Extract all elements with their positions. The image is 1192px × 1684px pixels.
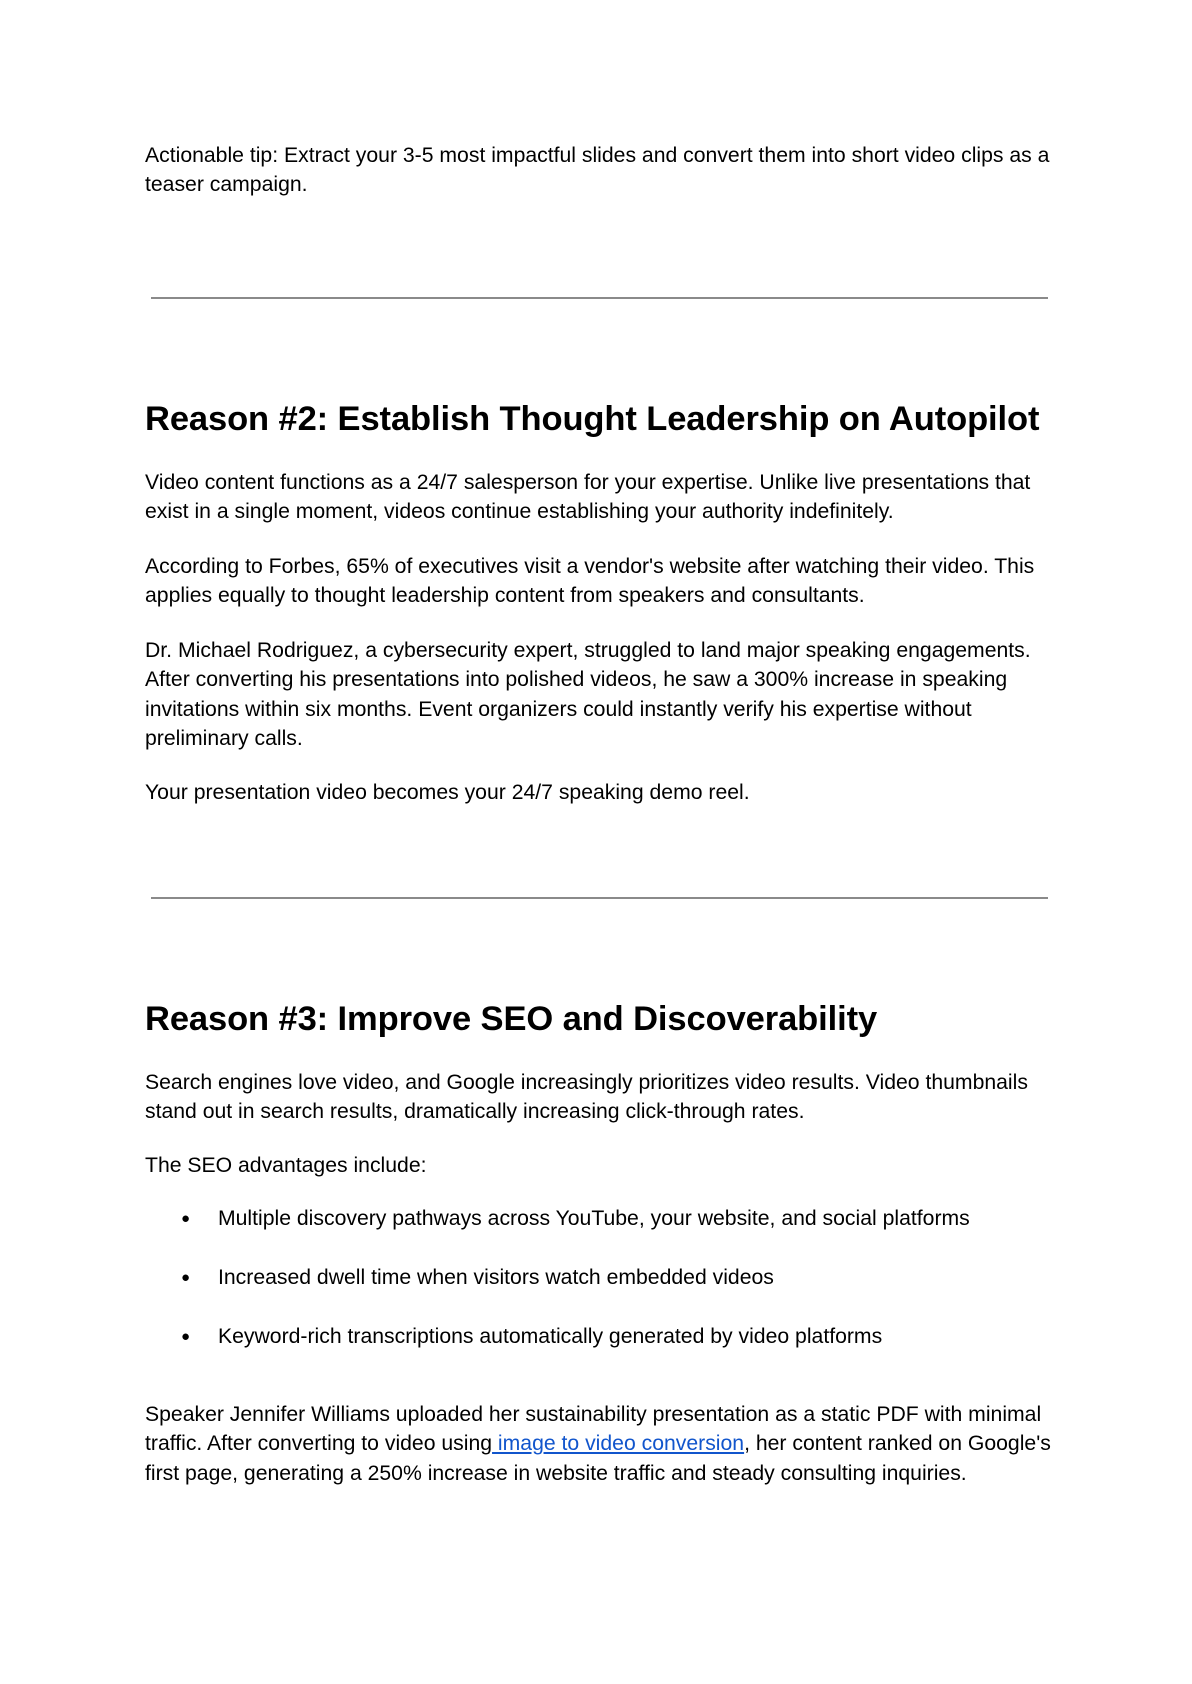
list-item — [145, 1263, 1055, 1322]
list-item — [145, 1204, 1055, 1263]
bullet-icon: ● — [181, 1210, 191, 1227]
reason-2-paragraph-1: Video content functions as a 24/7 salesperson for your expertise. Unlike live presentations that exist in a single moment, videos continue establishing your authority indefinitely. — [145, 471, 1031, 524]
seo-advantages-list — [145, 1204, 1055, 1381]
list-item-text: Increased dwell time when visitors watch embedded videos — [218, 1266, 774, 1289]
bullet-icon: ● — [181, 1269, 191, 1286]
actionable-tip-paragraph: Actionable tip: Extract your 3-5 most impactful slides and convert them into short video clips as a teaser campaign. — [145, 144, 1050, 197]
reason-2-paragraph-2: According to Forbes, 65% of executives visit a vendor's website after watching their video. This applies equally to thought leadership content from speakers and consultants. — [145, 555, 1035, 608]
paragraph-text-before-link: Speaker Jennifer Williams uploaded her sustainability presentation as a static PDF with minimal traffic. After converting to video using — [145, 1403, 1042, 1456]
reason-3-heading: Reason #3: Improve SEO and Discoverability — [145, 1000, 878, 1038]
list-item-text: Keyword-rich transcriptions automatically generated by video platforms — [218, 1325, 883, 1348]
reason-2-paragraph-3: Dr. Michael Rodriguez, a cybersecurity expert, struggled to land major speaking engagements. After converting his presentations into polished videos, he saw a 300% increase in speaking invitations within six months. Event organizers could instantly verify his expertise without preliminary calls. — [145, 639, 1031, 751]
bullet-icon: ● — [181, 1328, 191, 1345]
reason-3-paragraph-1: Search engines love video, and Google increasingly prioritizes video results. Video thumbnails stand out in search results, dramatically increasing click-through rates. — [145, 1071, 1028, 1124]
reason-2-heading: Reason #2: Establish Thought Leadership on Autopilot — [145, 400, 1040, 438]
image-to-video-conversion-link[interactable]: image to video conversion — [492, 1432, 745, 1456]
section-divider — [151, 897, 1048, 899]
reason-2-paragraph-4: Your presentation video becomes your 24/7 speaking demo reel. — [145, 781, 750, 804]
section-divider — [151, 297, 1048, 299]
reason-3-paragraph-2: The SEO advantages include: — [145, 1154, 427, 1177]
list-item-text: Multiple discovery pathways across YouTube, your website, and social platforms — [218, 1207, 970, 1230]
paragraph-text-after-link: , her content ranked on Google's first page, generating a 250% increase in website traffic and steady consulting inquiries. — [145, 1432, 1051, 1485]
reason-3-paragraph-3 — [145, 1400, 1055, 1488]
list-item — [145, 1322, 1055, 1381]
